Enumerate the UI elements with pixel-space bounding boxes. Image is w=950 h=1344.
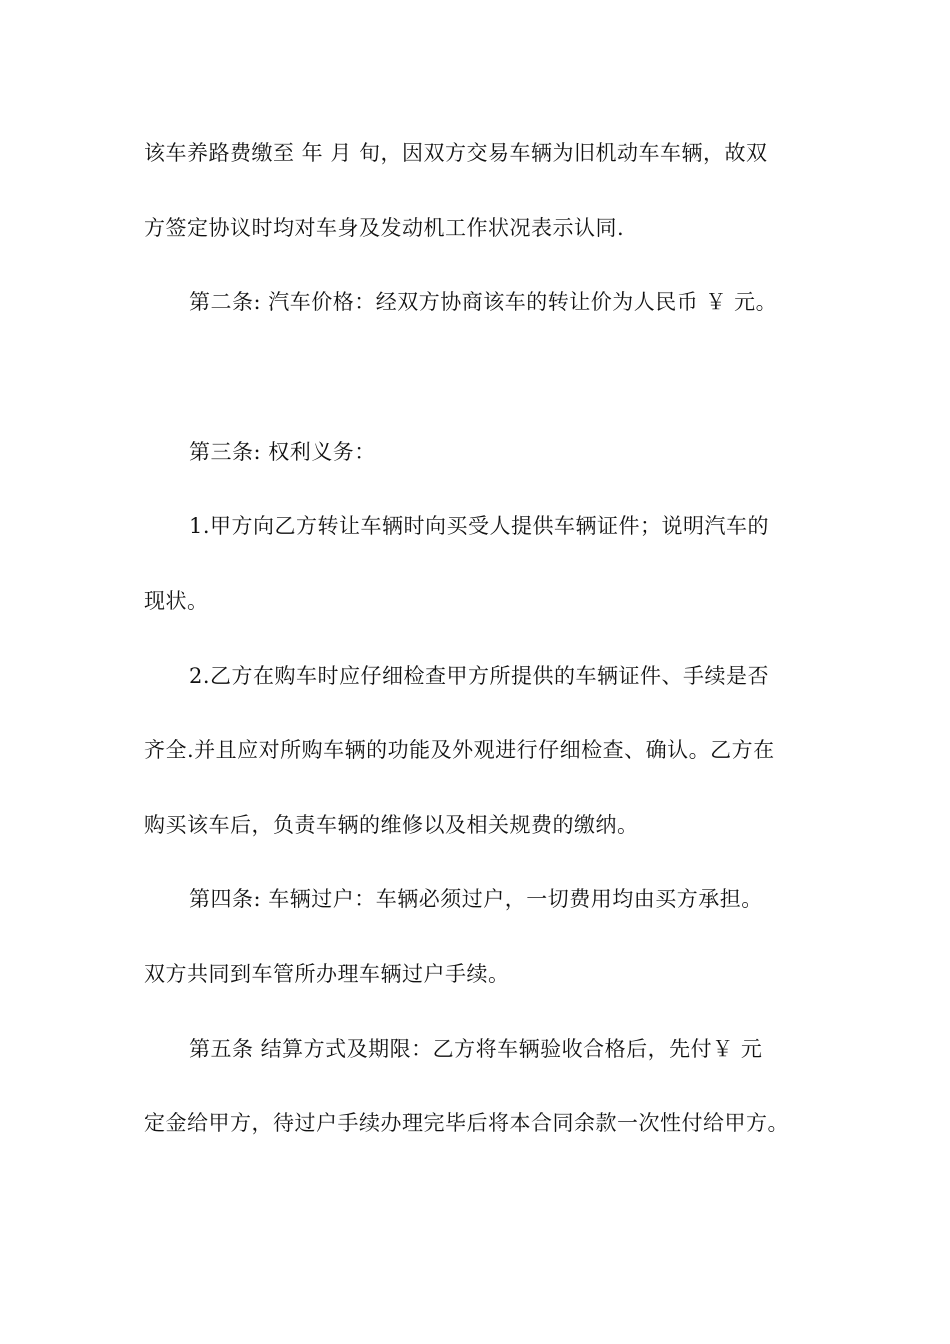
paragraph-line: 齐全.并且应对所购车辆的功能及外观进行仔细检查、确认。乙方在 [144, 738, 775, 762]
paragraph-line: 方签定协议时均对车身及发动机工作状况表示认同. [144, 216, 625, 240]
paragraph-line: 该车养路费缴至 年 月 旬，因双方交易车辆为旧机动车车辆，故双 [144, 141, 768, 165]
article-2-price: 第二条: 汽车价格：经双方协商该车的转让价为人民币 ￥ 元。 [189, 290, 778, 314]
paragraph-line: 双方共同到车管所办理车辆过户手续。 [144, 962, 510, 986]
article-3-heading: 第三条: 权利义务： [189, 440, 376, 464]
article-3-item-1: 1.甲方向乙方转让车辆时向买受人提供车辆证件；说明汽车的 [189, 514, 770, 538]
article-5-settlement: 第五条 结算方式及期限：乙方将车辆验收合格后，先付￥ 元 [189, 1037, 763, 1061]
paragraph-line: 购买该车后，负责车辆的维修以及相关规费的缴纳。 [144, 813, 639, 837]
paragraph-line: 现状。 [144, 589, 209, 613]
paragraph-line: 定金给甲方，待过户手续办理完毕后将本合同余款一次性付给甲方。 [144, 1111, 789, 1135]
article-4-transfer: 第四条: 车辆过户：车辆必须过户，一切费用均由买方承担。 [189, 887, 763, 911]
article-3-item-2: 2.乙方在购车时应仔细检查甲方所提供的车辆证件、手续是否 [189, 664, 770, 688]
